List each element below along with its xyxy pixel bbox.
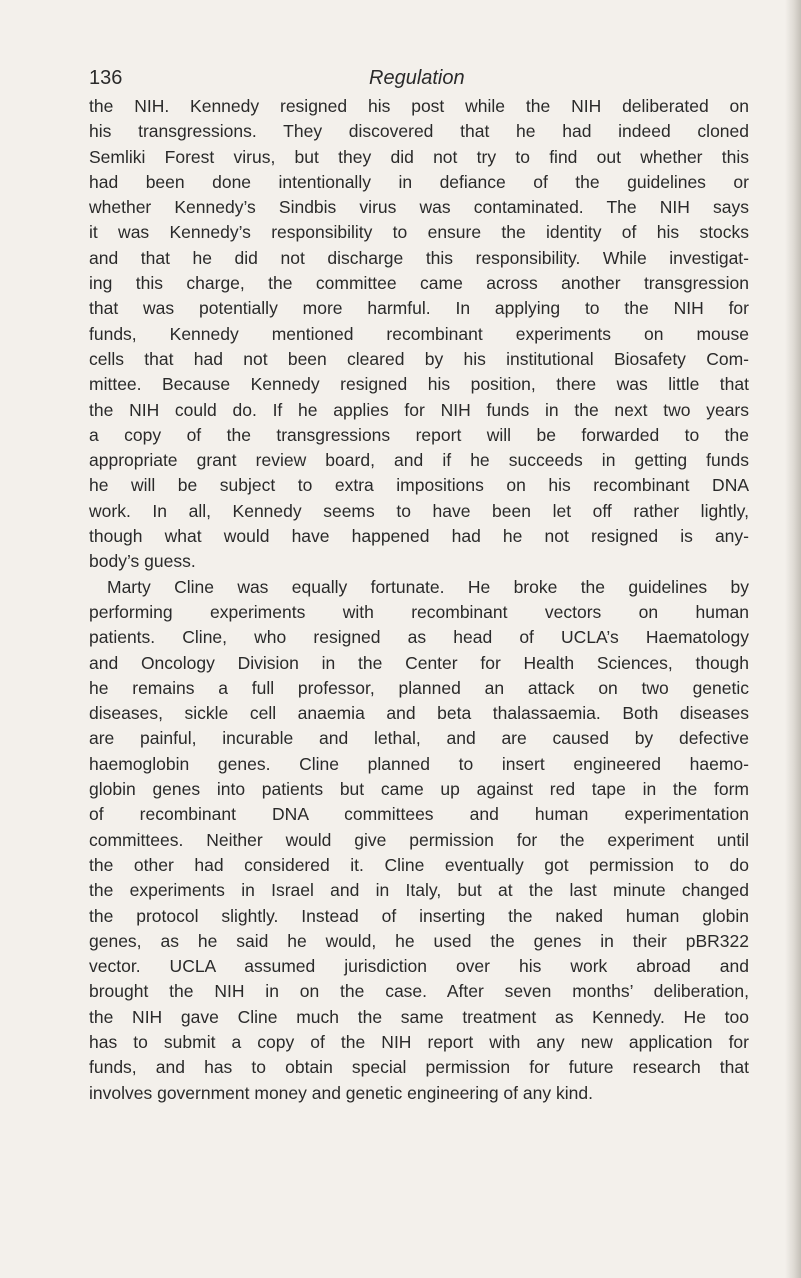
text-line: Marty Cline was equally fortunate. He broke the guidelines by xyxy=(107,576,749,597)
text-line: had been done intentionally in defiance of the guidelines or xyxy=(89,171,749,192)
text-line: the NIH could do. If he applies for NIH funds in the next two years xyxy=(89,399,749,420)
text-line: brought the NIH in on the case. After seven months’ deliberation, xyxy=(89,981,749,1002)
text-line: involves government money and genetic engineering of any kind. xyxy=(89,1082,593,1103)
text-line: of recombinant DNA committees and human experimentation xyxy=(89,804,749,825)
text-line: his transgressions. They discovered that he had indeed cloned xyxy=(89,121,749,142)
text-line: the protocol slightly. Instead of inserting the naked human globin xyxy=(89,905,749,926)
text-line: ing this charge, the committee came across another transgression xyxy=(89,273,749,294)
text-line: and Oncology Division in the Center for Health Sciences, though xyxy=(89,652,749,673)
body-text xyxy=(89,94,749,1106)
text-line: are painful, incurable and lethal, and are caused by defective xyxy=(89,728,749,749)
text-line: it was Kennedy’s responsibility to ensure the identity of his stocks xyxy=(89,222,749,243)
text-line: he will be subject to extra impositions on his recombinant DNA xyxy=(89,475,749,496)
page-number: 136 xyxy=(89,67,123,89)
text-line: a copy of the transgressions report will be forwarded to the xyxy=(89,424,749,445)
text-line: he remains a full professor, planned an attack on two genetic xyxy=(89,677,749,698)
text-line: vector. UCLA assumed jurisdiction over his work abroad and xyxy=(89,956,749,977)
text-line: that was potentially more harmful. In applying to the NIH for xyxy=(89,298,749,319)
text-line: haemoglobin genes. Cline planned to insert engineered haemo- xyxy=(89,753,749,774)
text-line: cells that had not been cleared by his institutional Biosafety Com- xyxy=(89,348,749,369)
text-line: funds, Kennedy mentioned recombinant experiments on mouse xyxy=(89,323,749,344)
text-line: whether Kennedy’s Sindbis virus was contaminated. The NIH says xyxy=(89,197,749,218)
text-line: the NIH gave Cline much the same treatment as Kennedy. He too xyxy=(89,1006,749,1027)
text-line: funds, and has to obtain special permission for future research that xyxy=(89,1057,749,1078)
text-line: work. In all, Kennedy seems to have been let off rather lightly, xyxy=(89,500,749,521)
text-line: Semliki Forest virus, but they did not try to find out whether this xyxy=(89,146,749,167)
text-line: patients. Cline, who resigned as head of UCLA’s Haematology xyxy=(89,627,749,648)
running-head: Regulation xyxy=(369,67,465,89)
text-line: diseases, sickle cell anaemia and beta thalassaemia. Both diseases xyxy=(89,703,749,724)
text-line: committees. Neither would give permission for the experiment until xyxy=(89,829,749,850)
text-line: body’s guess. xyxy=(89,551,196,572)
page-header xyxy=(89,64,749,92)
text-line: though what would have happened had he not resigned is any- xyxy=(89,526,749,547)
text-line: globin genes into patients but came up against red tape in the form xyxy=(89,779,749,800)
page-edge-shadow xyxy=(785,0,801,1278)
text-line: and that he did not discharge this responsibility. While investigat- xyxy=(89,247,749,268)
text-line: has to submit a copy of the NIH report with any new application for xyxy=(89,1031,749,1052)
text-line: performing experiments with recombinant vectors on human xyxy=(89,601,749,622)
text-line: genes, as he said he would, he used the genes in their pBR322 xyxy=(89,930,749,951)
text-line: mittee. Because Kennedy resigned his position, there was little that xyxy=(89,374,749,395)
text-line: the experiments in Israel and in Italy, but at the last minute changed xyxy=(89,880,749,901)
text-line: the other had considered it. Cline eventually got permission to do xyxy=(89,854,749,875)
text-line: the NIH. Kennedy resigned his post while the NIH deliberated on xyxy=(89,96,749,116)
text-line: appropriate grant review board, and if he succeeds in getting funds xyxy=(89,450,749,471)
